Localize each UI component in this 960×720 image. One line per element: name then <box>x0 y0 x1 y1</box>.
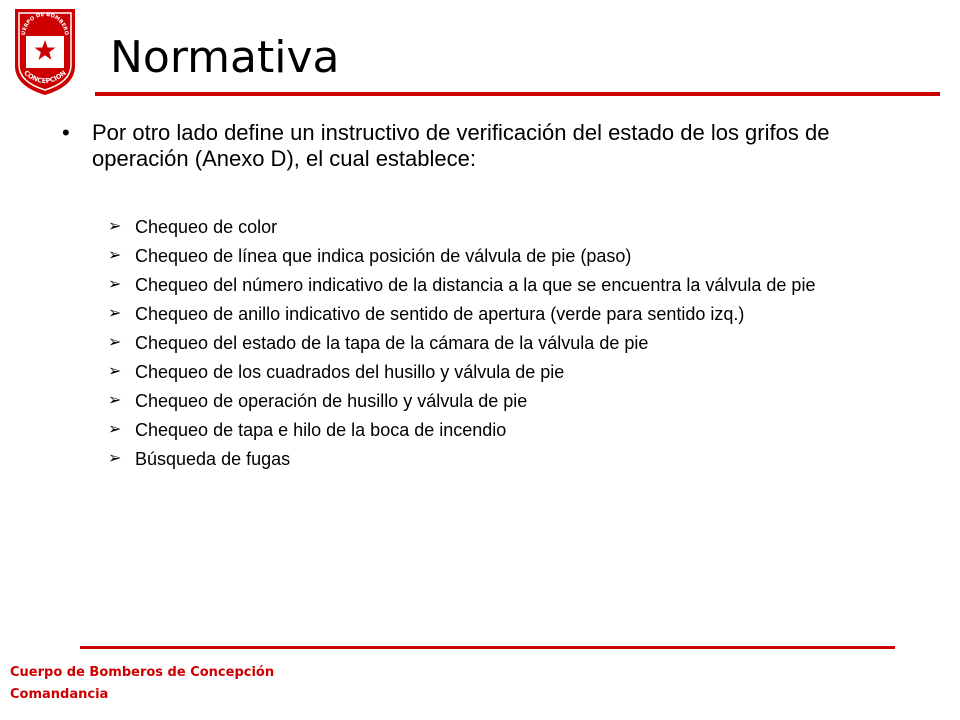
checklist-item-text: Chequeo del número indicativo de la distancia a la que se encuentra la válvula de pie <box>135 275 816 295</box>
checklist-item <box>108 362 898 382</box>
arrow-bullet-icon: ➢ <box>108 421 122 438</box>
checklist-item <box>108 304 898 324</box>
svg-text:CUERPO DE BOMBEROS: UERPO DE BOMBERO <box>20 11 70 36</box>
bullet-icon: • <box>62 120 70 145</box>
arrow-bullet-icon: ➢ <box>108 247 122 264</box>
title-underline <box>95 92 940 96</box>
checklist-item-text: Chequeo de tapa e hilo de la boca de incendio <box>135 420 507 440</box>
checklist-item <box>108 449 898 469</box>
footer <box>10 662 274 706</box>
arrow-bullet-icon: ➢ <box>108 305 122 322</box>
arrow-bullet-icon: ➢ <box>108 392 122 409</box>
checklist-item <box>108 217 898 237</box>
footer-department: Comandancia <box>10 687 109 702</box>
arrow-bullet-icon: ➢ <box>108 363 122 380</box>
main-bullet-text: Por otro lado define un instructivo de verificación del estado de los grifos de operación (Anexo D), el cual establece: <box>92 120 830 171</box>
checklist-item <box>108 275 898 295</box>
arrow-bullet-icon: ➢ <box>108 276 122 293</box>
checklist <box>108 217 898 478</box>
checklist-item <box>108 391 898 411</box>
checklist-item <box>108 420 898 440</box>
svg-text:CONCEPCION: CONCEPCION <box>22 68 68 86</box>
footer-divider <box>80 646 895 649</box>
checklist-item-text: Chequeo de los cuadrados del husillo y válvula de pie <box>135 362 565 382</box>
footer-organization: Cuerpo de Bomberos de Concepción <box>10 665 275 680</box>
bomberos-logo <box>12 6 78 98</box>
arrow-bullet-icon: ➢ <box>108 334 122 351</box>
checklist-item-text: Chequeo de operación de husillo y válvula de pie <box>135 391 528 411</box>
arrow-bullet-icon: ➢ <box>108 218 122 235</box>
checklist-item-text: Chequeo de anillo indicativo de sentido de apertura (verde para sentido izq.) <box>135 304 745 324</box>
slide-title: Normativa <box>110 32 340 83</box>
checklist-item-text: Búsqueda de fugas <box>135 449 291 469</box>
checklist-item <box>108 333 898 353</box>
arrow-bullet-icon: ➢ <box>108 450 122 467</box>
checklist-item-text: Chequeo de línea que indica posición de válvula de pie (paso) <box>135 246 632 266</box>
checklist-item-text: Chequeo del estado de la tapa de la cámara de la válvula de pie <box>135 333 649 353</box>
checklist-item-text: Chequeo de color <box>135 217 278 237</box>
checklist-item <box>108 246 898 266</box>
